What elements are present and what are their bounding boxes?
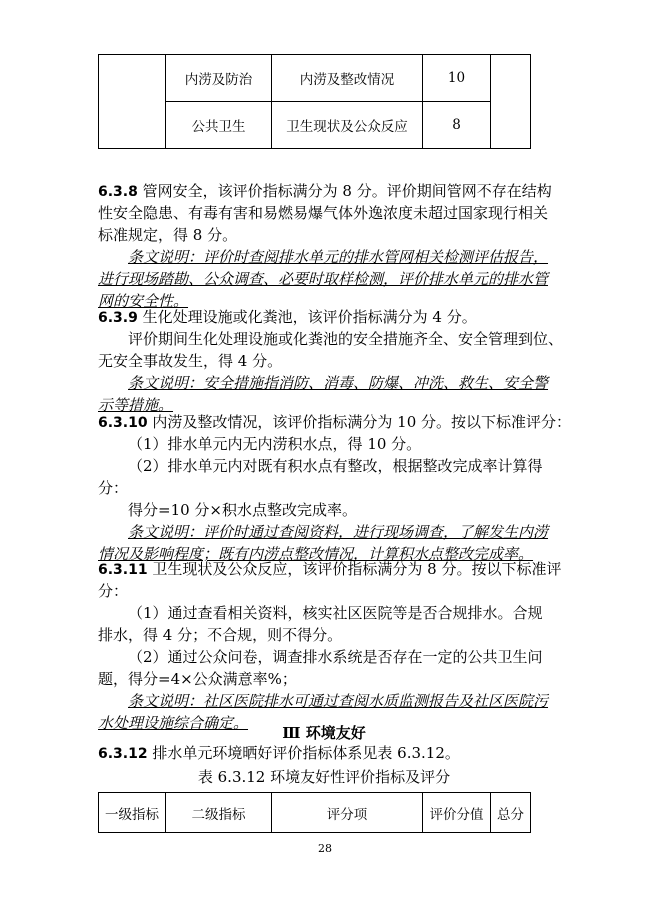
clause-number: 6.3.9 [98,310,138,326]
table-header-row [99,793,531,833]
clause-text: 排水单元环境晒好评价指标体系见表 6.3.12。 [147,744,460,762]
clause-number: 6.3.12 [98,746,148,762]
clause-text: （2）通过公众问卷，调查排水系统是否存在一定的公共卫生问 [128,648,543,666]
column-header: 二级指标 [166,793,272,833]
table-cell-total [491,55,531,149]
clause-text: 管网安全，该评价指标满分为 8 分。评价期间管网不存在结构 [137,182,552,200]
clause-note: 条文说明：评价时查阅排水单元的排水管网相关检测评估报告， [128,248,549,266]
column-header: 总分 [491,793,531,833]
clause-note: 网的安全性。 [98,292,189,310]
clause-note: 水处理设施综合确定。 [98,714,249,732]
clause-text: （1）通过查看相关资料，核实社区医院等是否合规排水。合规 [128,604,543,622]
clause-text: 内涝及整改情况，该评价指标满分为 10 分。按以下标准评分： [147,413,572,431]
table-cell: 内涝及整改情况 [272,55,423,102]
environment-friendly-table [98,792,531,833]
top-scoring-table [98,54,531,149]
column-header: 评分项 [272,793,423,833]
section-heading: Ⅲ 环境友好 [282,724,366,742]
clause-text: 生化处理设施或化粪池，该评价指标满分为 4 分。 [137,308,477,326]
clause-text: 性安全隐患、有毒有害和易燃易爆气体外逸浓度未超过国家现行相关 [98,204,549,222]
page-number: 28 [318,842,332,855]
clause-note: 条文说明：社区医院排水可通过查阅水质监测报告及社区医院污 [128,692,549,710]
clause-text: 评价期间生化处理设施或化粪池的安全措施齐全、安全管理到位、 [128,330,564,348]
clause-6-3-8 [98,180,550,312]
column-header: 一级指标 [99,793,166,833]
clause-text: 分： [98,582,129,600]
clause-note: 示等措施。 [98,396,174,414]
table-cell: 公共卫生 [166,102,272,149]
clause-text: 标准规定，得 8 分。 [98,226,238,244]
table-cell: 8 [423,102,491,149]
clause-text: 卫生现状及公众反应，该评价指标满分为 8 分。按以下标准评 [147,560,562,578]
clause-text: （2）排水单元内对既有积水点有整改，根据整改完成率计算得 [128,457,543,475]
clause-6-3-9 [98,306,564,416]
clause-note: 情况及影响程度；既有内涝点整改情况，计算积水点整改完成率。 [98,545,534,563]
clause-note: 条文说明：安全措施指消防、消毒、防爆、冲洗、救生、安全警 [128,374,549,392]
clause-6-3-11 [98,558,562,734]
table-caption: 表 6.3.12 环境友好性评价指标及评分 [197,768,451,786]
clause-text: 分： [98,479,129,497]
table-cell: 卫生现状及公众反应 [272,102,423,149]
table-cell: 内涝及防治 [166,55,272,102]
clause-text: 题，得分=4×公众满意率%； [98,670,297,688]
clause-text: 得分=10 分×积水点整改完成率。 [128,501,357,519]
column-header: 评价分值 [423,793,491,833]
table-cell: 10 [423,55,491,102]
clause-text: 无安全事故发生，得 4 分。 [98,352,283,370]
clause-text: （1）排水单元内无内涝积水点，得 10 分。 [128,435,422,453]
clause-number: 6.3.10 [98,415,148,431]
clause-number: 6.3.8 [98,184,138,200]
clause-6-3-12 [98,742,550,764]
clause-number: 6.3.11 [98,562,148,578]
clause-note: 条文说明：评价时通过查阅资料，进行现场调查，了解发生内涝 [128,523,549,541]
table-row [99,55,531,102]
clause-6-3-10 [98,411,572,565]
clause-note: 进行现场踏勘、公众调查、必要时取样检测，评价排水单元的排水管 [98,270,549,288]
clause-text: 排水，得 4 分；不合规，则不得分。 [98,626,343,644]
table-cell-level1 [99,55,166,149]
